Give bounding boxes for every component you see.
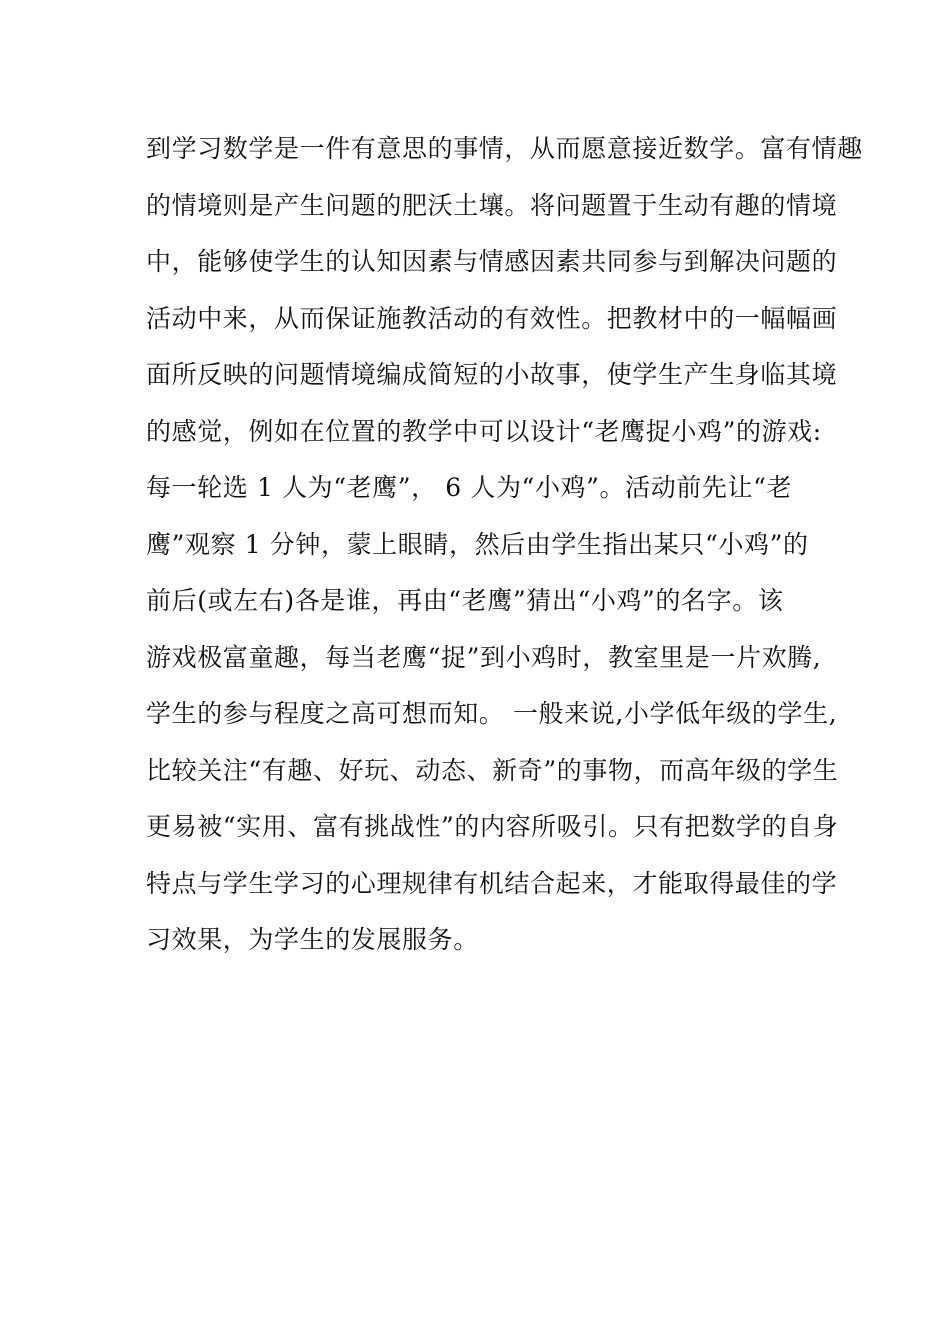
text-line-12: 比较关注“有趣、好玩、动态、新奇”的事物，而高年级的学生 <box>146 755 839 785</box>
text-line-5: 面所反映的问题情境编成简短的小故事，使学生产生身临其境 <box>146 360 838 389</box>
text-line-1: 到学习数学是一件有意思的事情，从而愿意接近数学。富有情趣 <box>146 134 863 163</box>
text-line-2: 的情境则是产生问题的肥沃土壤。将问题置于生动有趣的情境 <box>146 190 838 220</box>
text-line-10: 游戏极富童趣，每当老鹰“捉”到小鸡时，教室里是一片欢腾, <box>146 642 822 672</box>
text-line-14: 特点与学生学习的心理规律有机结合起来，才能取得最佳的学 <box>146 868 838 898</box>
body-paragraph <box>146 126 863 974</box>
text-line-8: 鹰”观察 1 分钟，蒙上眼睛，然后由学生指出某只“小鸡”的 <box>146 529 809 559</box>
text-line-4: 活动中来，从而保证施教活动的有效性。把教材中的一幅幅画 <box>146 303 838 333</box>
text-line-15: 习效果，为学生的发展服务。 <box>146 925 479 954</box>
text-line-9: 前后(或左右)各是谁，再由“老鹰”猜出“小鸡”的名字。该 <box>146 586 784 615</box>
text-line-3: 中，能够使学生的认知因素与情感因素共同参与到解决问题的 <box>146 247 838 276</box>
text-line-7: 每一轮选 1 人为“老鹰”， 6 人为“小鸡”。活动前先让“老 <box>146 473 793 502</box>
text-line-13: 更易被“实用、富有挑战性”的内容所吸引。只有把数学的自身 <box>146 812 839 841</box>
text-line-11: 学生的参与程度之高可想而知。 一般来说,小学低年级的学生, <box>146 699 838 728</box>
text-line-6: 的感觉，例如在位置的教学中可以设计“老鹰捉小鸡”的游戏: <box>146 416 822 446</box>
